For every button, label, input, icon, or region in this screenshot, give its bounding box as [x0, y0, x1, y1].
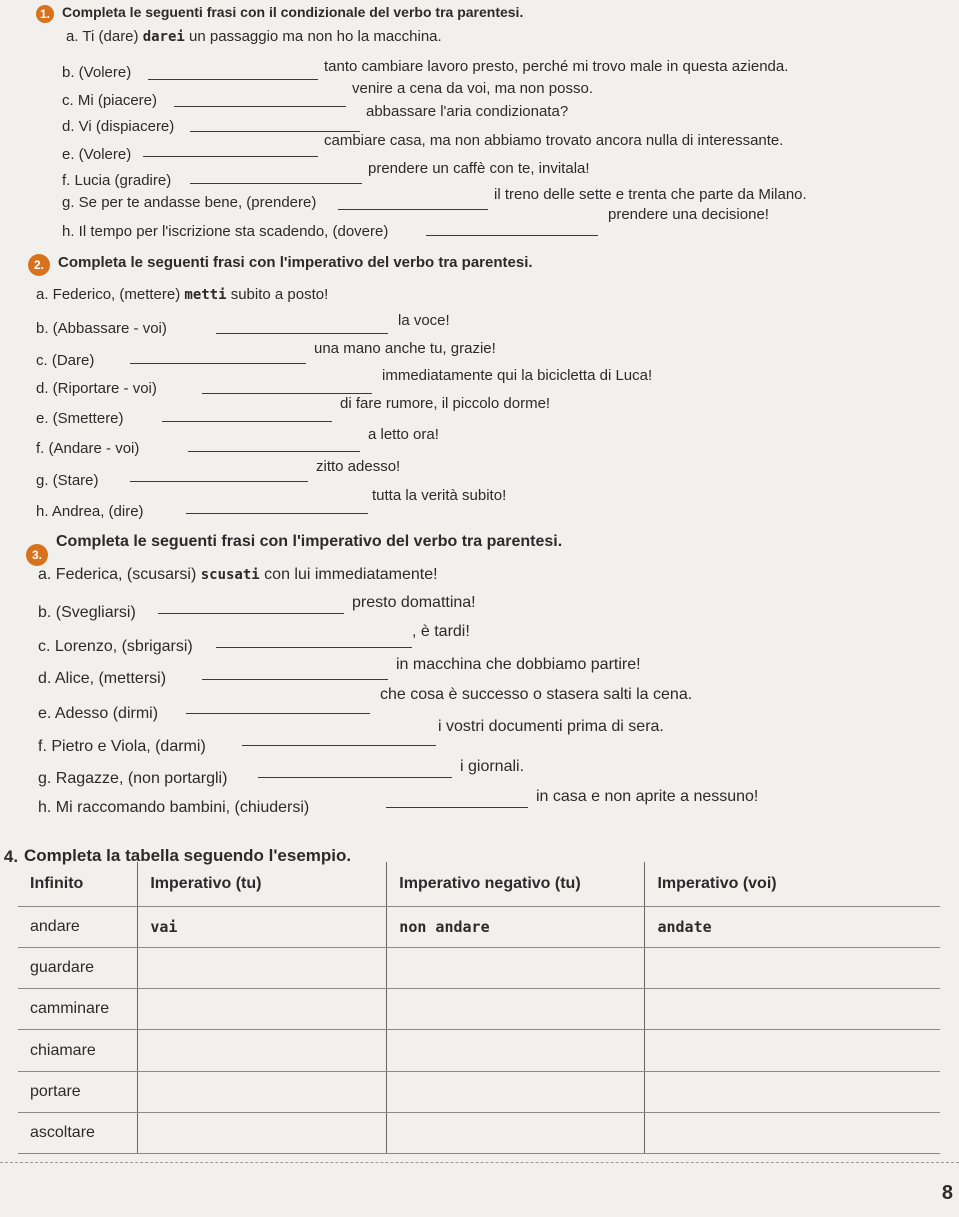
ex1-item-d-label: d. Vi (dispiacere): [62, 118, 175, 135]
exercise-4-number: 4.: [3, 847, 19, 866]
ex3-item-d-blank[interactable]: [202, 678, 388, 680]
ex1-item-e-label: e. (Volere): [62, 146, 132, 163]
cell-imperativo-tu[interactable]: [138, 989, 387, 1030]
ex3-item-f-rest: i vostri documenti prima di sera.: [438, 718, 664, 735]
ex1-item-e-blank[interactable]: [143, 155, 318, 157]
cell-imperativo-voi[interactable]: [645, 989, 940, 1030]
ex3-item-b-label: b. (Svegliarsi): [38, 604, 136, 621]
exercise-2-title: Completa le seguenti frasi con l'imperativo del verbo tra parentesi.: [58, 254, 533, 271]
cell-infinito: andare: [18, 907, 138, 948]
cell-infinito: portare: [18, 1071, 138, 1112]
ex1-item-f-rest: prendere un caffè con te, invitala!: [368, 160, 590, 177]
ex1-item-e-rest: cambiare casa, ma non abbiamo trovato ancora nulla di interessante.: [324, 132, 784, 149]
cell-infinito: camminare: [18, 989, 138, 1030]
ex2-item-g-label: g. (Stare): [36, 472, 99, 489]
cell-infinito: guardare: [18, 948, 138, 989]
ex2-item-d-blank[interactable]: [202, 392, 372, 394]
ex2-item-a-pre: a. Federico, (mettere): [36, 286, 185, 303]
ex2-item-g-blank[interactable]: [130, 480, 308, 482]
ex3-item-d-label: d. Alice, (mettersi): [38, 670, 167, 687]
ex3-item-h-rest: in casa e non aprite a nessuno!: [536, 788, 759, 805]
ex3-item-e-rest: che cosa è successo o stasera salti la cena.: [380, 686, 693, 703]
ex1-item-h-blank[interactable]: [426, 234, 598, 236]
ex2-item-b-label: b. (Abbassare - voi): [36, 320, 167, 337]
ex3-item-b-blank[interactable]: [158, 612, 344, 614]
ex3-item-g-blank[interactable]: [258, 776, 452, 778]
ex1-item-c-rest: venire a cena da voi, ma non posso.: [352, 80, 593, 97]
ex2-item-c-label: c. (Dare): [36, 352, 95, 369]
cell-imperativo-voi[interactable]: andate: [645, 907, 940, 948]
cell-imperativo-tu[interactable]: [138, 1071, 387, 1112]
ex1-item-h-label: h. Il tempo per l'iscrizione sta scadendo, (dovere): [62, 223, 389, 240]
ex2-item-g-rest: zitto adesso!: [316, 458, 401, 475]
cell-imperativo-tu[interactable]: [138, 1030, 387, 1071]
ex3-item-f-label: f. Pietro e Viola, (darmi): [38, 738, 206, 755]
cell-imperativo-voi[interactable]: [645, 1030, 940, 1071]
cell-imperativo-tu[interactable]: [138, 948, 387, 989]
table-row: [18, 989, 940, 1030]
ex3-item-a-answer: scusati: [200, 567, 260, 583]
ex2-item-a-answer: metti: [184, 287, 227, 303]
cell-imperativo-negativo-tu[interactable]: [387, 1071, 645, 1112]
ex3-item-g-rest: i giornali.: [460, 758, 525, 775]
exercise-3-number: 3.: [26, 544, 48, 566]
table-row: [18, 1071, 940, 1112]
ex2-item-d-label: d. (Riportare - voi): [36, 380, 157, 397]
ex3-item-c-label: c. Lorenzo, (sbrigarsi): [38, 638, 193, 655]
cell-imperativo-voi[interactable]: [645, 1071, 940, 1112]
ex1-item-c-label: c. Mi (piacere): [62, 92, 158, 109]
table-row: [18, 1112, 940, 1153]
ex2-item-b-blank[interactable]: [216, 332, 388, 334]
page-divider: [0, 1162, 959, 1163]
ex3-item-g-label: g. Ragazze, (non portargli): [38, 770, 228, 787]
ex1-item-f-label: f. Lucia (gradire): [62, 172, 172, 189]
ex2-item-c-blank[interactable]: [130, 362, 306, 364]
ex2-item-h-label: h. Andrea, (dire): [36, 503, 144, 520]
ex1-item-a: [66, 28, 442, 45]
cell-imperativo-voi[interactable]: [645, 948, 940, 989]
cell-imperativo-tu[interactable]: [138, 1112, 387, 1153]
cell-imperativo-negativo-tu[interactable]: [387, 948, 645, 989]
exercise-1-title: Completa le seguenti frasi con il condizionale del verbo tra parentesi.: [62, 4, 524, 20]
cell-infinito: chiamare: [18, 1030, 138, 1071]
header-imperativo-tu: Imperativo (tu): [138, 862, 387, 907]
ex3-item-a-post: con lui immediatamente!: [259, 566, 438, 583]
ex1-item-b-blank[interactable]: [148, 78, 318, 80]
ex2-item-e-rest: di fare rumore, il piccolo dorme!: [340, 395, 551, 412]
cell-imperativo-negativo-tu[interactable]: [387, 989, 645, 1030]
table-header-row: [18, 862, 940, 907]
ex2-item-h-rest: tutta la verità subito!: [372, 487, 507, 504]
ex1-item-h-rest: prendere una decisione!: [608, 206, 769, 223]
ex2-item-a-post: subito a posto!: [226, 286, 329, 303]
ex2-item-d-rest: immediatamente qui la bicicletta di Luca!: [382, 367, 653, 384]
table-row: [18, 1030, 940, 1071]
cell-imperativo-voi[interactable]: [645, 1112, 940, 1153]
exercise-2-number: 2.: [28, 254, 50, 276]
conjugation-table: [18, 862, 940, 1154]
cell-imperativo-tu[interactable]: vai: [138, 907, 387, 948]
cell-imperativo-negativo-tu[interactable]: [387, 1030, 645, 1071]
exercise-4-title: Completa la tabella seguendo l'esempio.: [24, 846, 352, 865]
header-imperativo-voi: Imperativo (voi): [645, 862, 940, 907]
table-row: [18, 948, 940, 989]
ex1-item-b-rest: tanto cambiare lavoro presto, perché mi trovo male in questa azienda.: [324, 58, 789, 75]
ex2-item-f-label: f. (Andare - voi): [36, 440, 140, 457]
ex3-item-h-label: h. Mi raccomando bambini, (chiudersi): [38, 799, 310, 816]
ex1-item-g-rest: il treno delle sette e trenta che parte da Milano.: [494, 186, 807, 203]
ex1-item-c-blank[interactable]: [174, 105, 346, 107]
ex3-item-b-rest: presto domattina!: [352, 594, 476, 611]
table-row: [18, 907, 940, 948]
exercise-1-number: 1.: [36, 5, 54, 23]
ex1-item-g-label: g. Se per te andasse bene, (prendere): [62, 194, 317, 211]
ex3-item-a-pre: a. Federica, (scusarsi): [38, 566, 201, 583]
ex3-item-a: [38, 566, 438, 584]
ex3-item-e-label: e. Adesso (dirmi): [38, 705, 159, 722]
ex3-item-c-blank[interactable]: [216, 646, 412, 648]
ex1-item-b-label: b. (Volere): [62, 64, 132, 81]
ex1-item-a-post: un passaggio ma non ho la macchina.: [184, 28, 442, 45]
ex2-item-e-label: e. (Smettere): [36, 410, 124, 427]
ex3-item-f-blank[interactable]: [242, 744, 436, 746]
ex1-item-f-blank[interactable]: [190, 182, 362, 184]
ex2-item-b-rest: la voce!: [398, 312, 450, 329]
ex2-item-f-rest: a letto ora!: [368, 426, 439, 443]
ex1-item-d-rest: abbassare l'aria condizionata?: [366, 103, 569, 120]
ex2-item-c-rest: una mano anche tu, grazie!: [314, 340, 496, 357]
exercise-3-title: Completa le seguenti frasi con l'imperativo del verbo tra parentesi.: [56, 533, 563, 550]
header-infinito: Infinito: [18, 862, 138, 907]
ex3-item-h-blank[interactable]: [386, 806, 528, 808]
ex2-item-e-blank[interactable]: [162, 420, 332, 422]
ex1-item-a-answer: darei: [142, 29, 185, 45]
page-number: 8: [941, 1182, 953, 1204]
ex1-item-g-blank[interactable]: [338, 208, 488, 210]
cell-infinito: ascoltare: [18, 1112, 138, 1153]
ex3-item-c-rest: , è tardi!: [412, 623, 470, 640]
ex2-item-f-blank[interactable]: [188, 450, 360, 452]
ex1-item-a-pre: a. Ti (dare): [66, 28, 143, 45]
header-imperativo-negativo-tu: Imperativo negativo (tu): [387, 862, 645, 907]
ex2-item-a: [36, 286, 328, 303]
ex3-item-d-rest: in macchina che dobbiamo partire!: [396, 656, 641, 673]
cell-imperativo-negativo-tu[interactable]: [387, 1112, 645, 1153]
ex2-item-h-blank[interactable]: [186, 512, 368, 514]
ex3-item-e-blank[interactable]: [186, 712, 370, 714]
cell-imperativo-negativo-tu[interactable]: non andare: [387, 907, 645, 948]
